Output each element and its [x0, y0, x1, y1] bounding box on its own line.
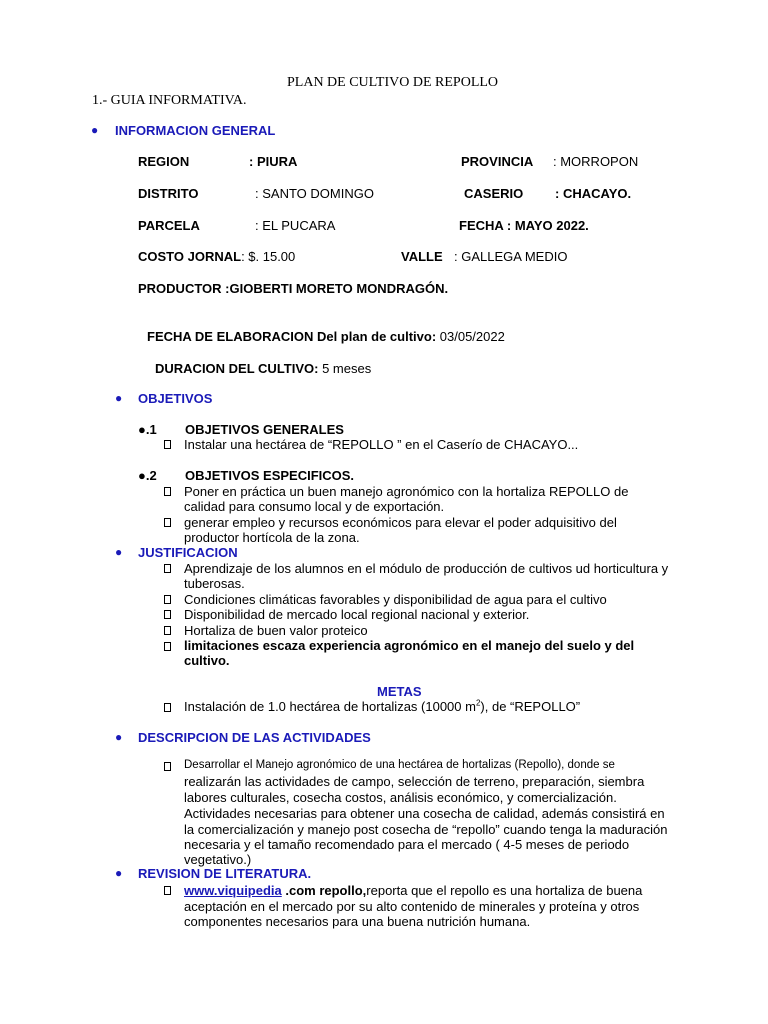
- checkbox-icon: [164, 626, 171, 635]
- objetivos-especificos-title: OBJETIVOS ESPECIFICOS.: [185, 468, 355, 483]
- bullet-icon: ●: [115, 545, 123, 559]
- list-item: generar empleo y recursos económicos para elevar el poder adquisitivo del: [184, 515, 617, 530]
- elaboracion-label: FECHA DE ELABORACION Del plan de cultivo:: [147, 329, 437, 344]
- distrito-value: : SANTO DOMINGO: [255, 186, 374, 201]
- bullet-icon: ●: [115, 730, 123, 744]
- metas-heading: METAS: [377, 684, 422, 699]
- revision-bold-text: .com repollo,: [281, 883, 367, 898]
- metas-text-end: ), de “REPOLLO”: [480, 699, 581, 714]
- list-item: Hortaliza de buen valor proteico: [184, 623, 368, 638]
- checkbox-icon: [164, 642, 171, 651]
- checkbox-icon: [164, 886, 171, 895]
- list-item-continuation: tuberosas.: [184, 576, 245, 591]
- actividades-heading: DESCRIPCION DE LAS ACTIVIDADES: [138, 730, 371, 745]
- metas-superscript: 2: [475, 698, 481, 708]
- provincia-label: PROVINCIA: [461, 154, 534, 169]
- costo-value: : $. 15.00: [241, 249, 296, 264]
- costo-label: COSTO JORNAL: [138, 249, 242, 264]
- bullet-icon: ●: [115, 391, 123, 405]
- list-item: Disponibilidad de mercado local regional nacional y exterior.: [184, 607, 530, 622]
- paragraph-line: Actividades necesarias para obtener una cosecha de calidad, además consistirá en: [184, 806, 665, 821]
- general-heading: INFORMACION GENERAL: [115, 123, 276, 138]
- list-item: Poner en práctica un buen manejo agronómico con la hortaliza REPOLLO de: [184, 484, 629, 499]
- list-item-continuation: cultivo.: [184, 653, 230, 668]
- paragraph-line: Desarrollar el Manejo agronómico de una hectárea de hortalizas (Repollo), donde se: [184, 759, 615, 771]
- checkbox-icon: [164, 564, 171, 573]
- list-item: Aprendizaje de los alumnos en el módulo de producción de cultivos ud horticultura y: [184, 561, 669, 576]
- provincia-value: : MORROPON: [553, 154, 639, 169]
- objetivos-especificos-number: ●.2: [138, 468, 157, 483]
- costo-jornal: [138, 249, 295, 264]
- region-label: REGION: [138, 154, 190, 169]
- checkbox-icon: [164, 487, 171, 496]
- checkbox-icon: [164, 703, 171, 712]
- revision-heading: REVISION DE LITERATURA.: [138, 866, 312, 881]
- list-item-continuation: productor hortícola de la zona.: [184, 530, 360, 545]
- checkbox-icon: [164, 595, 171, 604]
- list-item-continuation: calidad para consumo local y de exportación.: [184, 499, 445, 514]
- revision-text: reporta que el repollo es una hortaliza de buena: [366, 883, 643, 898]
- parcela-value: : EL PUCARA: [255, 218, 336, 233]
- fecha-elaboracion: [147, 329, 505, 344]
- metas-text: Instalación de 1.0 hectárea de hortalizas (10000 m: [184, 699, 476, 714]
- region-value: : PIURA: [249, 154, 298, 169]
- section-heading: 1.- GUIA INFORMATIVA.: [92, 93, 247, 108]
- paragraph-line: aceptación en el mercado por su alto contenido de minerales y proteína y otros: [184, 899, 640, 914]
- fecha-label: FECHA : MAYO 2022.: [459, 218, 589, 233]
- objetivos-generales-number: ●.1: [138, 422, 157, 437]
- paragraph-line: componentes necesarios para una buena nutrición humana.: [184, 914, 531, 929]
- checkbox-icon: [164, 762, 171, 771]
- caserio-value: : CHACAYO.: [555, 186, 632, 201]
- duracion-value: 5 meses: [318, 361, 372, 376]
- checkbox-icon: [164, 440, 171, 449]
- bullet-icon: ●: [91, 123, 99, 137]
- revision-line: [184, 883, 642, 898]
- duracion-label: DURACION DEL CULTIVO:: [155, 361, 319, 376]
- valle-value: : GALLEGA MEDIO: [454, 249, 568, 264]
- list-item: limitaciones escaza experiencia agronómico en el manejo del suelo y del: [184, 638, 635, 653]
- document-title: PLAN DE CULTIVO DE REPOLLO: [287, 75, 499, 90]
- list-item: Instalar una hectárea de “REPOLLO ” en el Caserío de CHACAYO...: [184, 437, 579, 452]
- paragraph-line: realizarán las actividades de campo, selección de terreno, preparación, siembra: [184, 774, 645, 789]
- paragraph-line: labores culturales, cosecha costos, análisis económico, y comercialización.: [184, 790, 617, 805]
- productor: PRODUCTOR :GIOBERTI MORETO MONDRAGÓN.: [138, 281, 449, 296]
- paragraph-line: necesaria y el tamaño recomendado para el mercado ( 4-5 meses de periodo: [184, 837, 630, 852]
- elaboracion-value: 03/05/2022: [436, 329, 505, 344]
- objetivos-generales-title: OBJETIVOS GENERALES: [185, 422, 344, 437]
- valle-label: VALLE: [401, 249, 443, 264]
- distrito-label: DISTRITO: [138, 186, 199, 201]
- list-item: Condiciones climáticas favorables y disponibilidad de agua para el cultivo: [184, 592, 607, 607]
- paragraph-line: vegetativo.): [184, 852, 252, 867]
- bullet-icon: ●: [115, 866, 123, 880]
- checkbox-icon: [164, 610, 171, 619]
- caserio-label: CASERIO: [464, 186, 524, 201]
- parcela-label: PARCELA: [138, 218, 200, 233]
- paragraph-line: la comercialización y manejo post cosecha de “repollo” cuando tenga la maduración: [184, 822, 668, 837]
- objetivos-heading: OBJETIVOS: [138, 391, 213, 406]
- list-item: [184, 699, 580, 714]
- duracion-cultivo: [155, 361, 371, 376]
- justificacion-heading: JUSTIFICACION: [138, 545, 238, 560]
- checkbox-icon: [164, 518, 171, 527]
- viquipedia-link[interactable]: www.viquipedia: [184, 883, 282, 898]
